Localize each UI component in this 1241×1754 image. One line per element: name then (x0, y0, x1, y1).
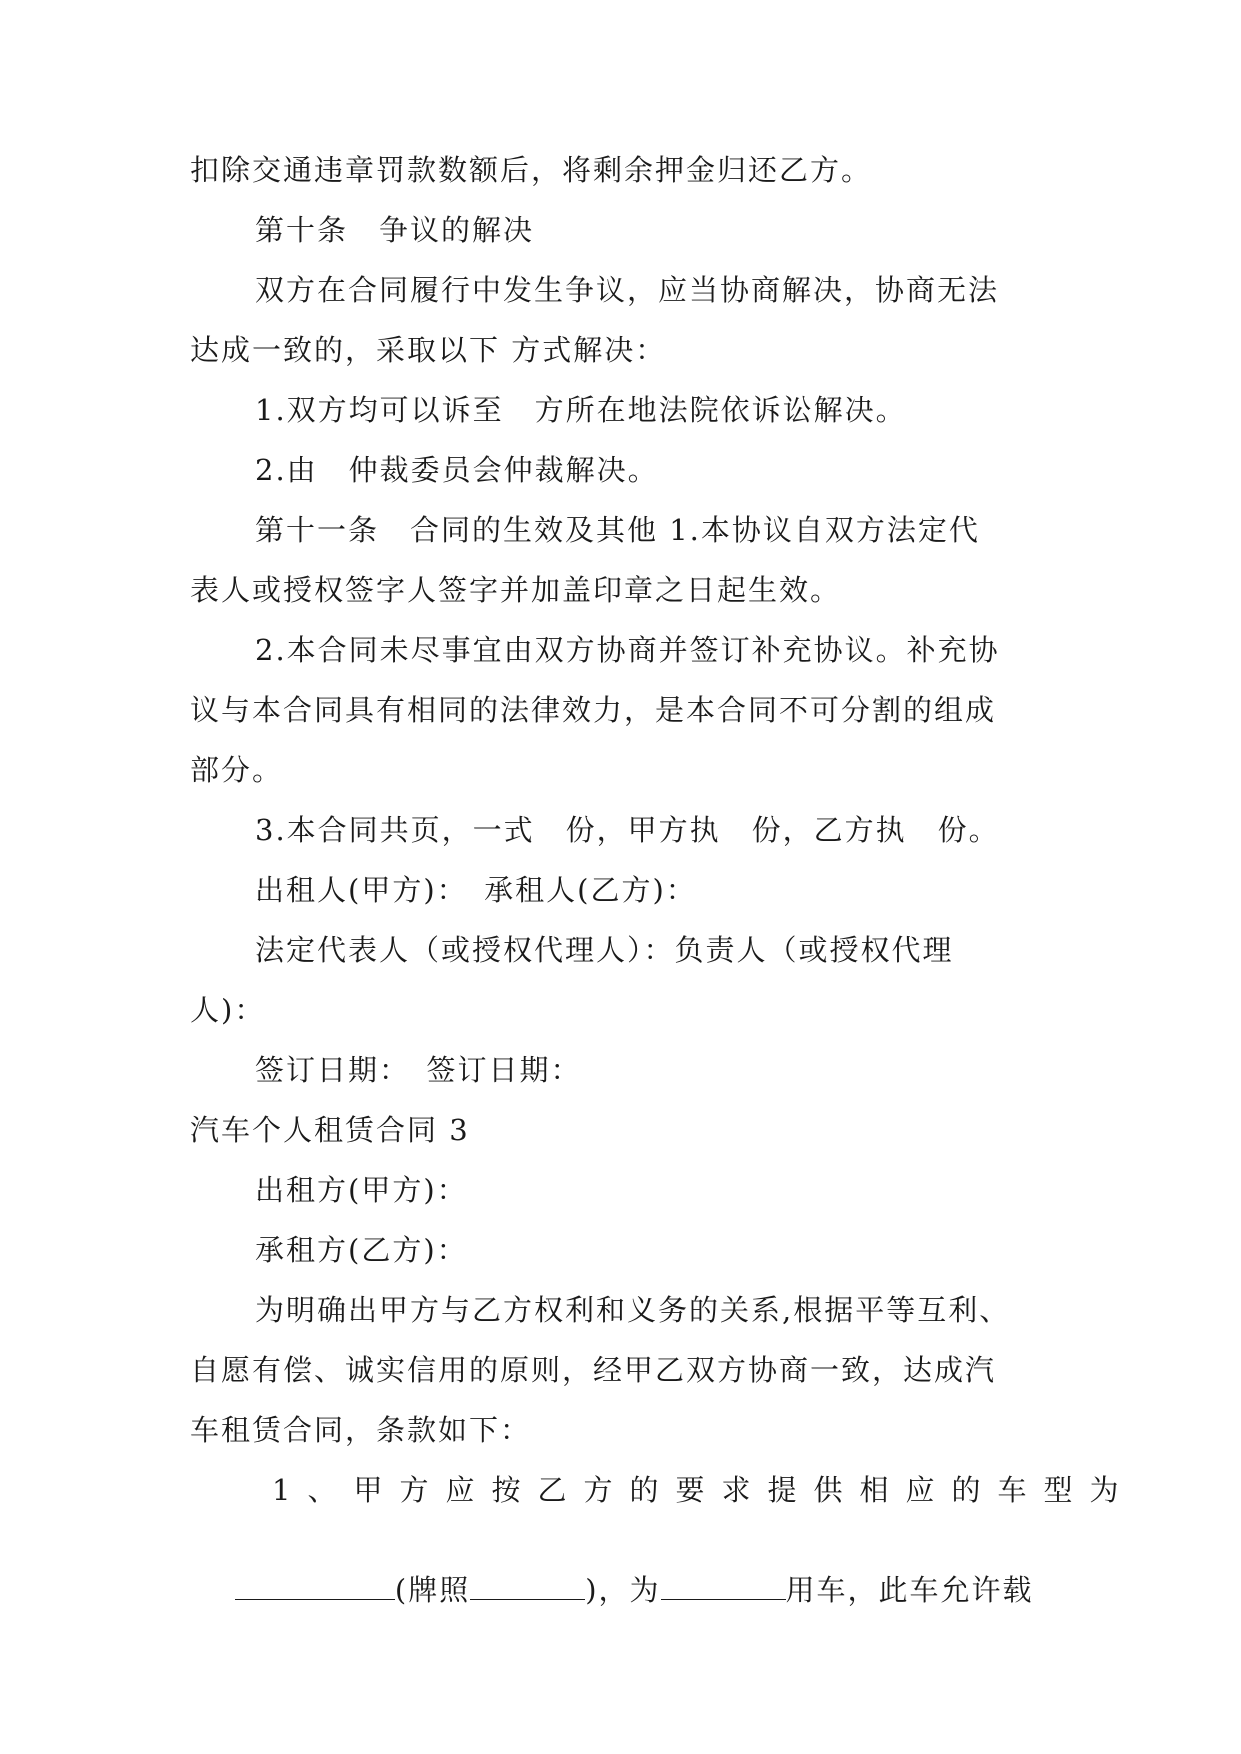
paragraph-line: 车租赁合同，条款如下： (190, 1413, 532, 1447)
article-heading: 第十一条 合同的生效及其他 1.本协议自双方法定代 (255, 513, 980, 547)
contract-title: 汽车个人租赁合同 3 (190, 1113, 470, 1147)
paragraph-line: 双方在合同履行中发生争议，应当协商解决，协商无法 (255, 273, 1000, 307)
party-line: 出租方(甲方)： (255, 1173, 468, 1207)
paragraph-line: 达成一致的，采取以下 方式解决： (190, 333, 667, 367)
fill-text: 用车，此车允许载 (785, 1573, 1034, 1607)
date-line: 签订日期： 签订日期： (255, 1053, 582, 1087)
list-item: 3.本合同共页，一式 份，甲方执 份，乙方执 份。 (255, 813, 1000, 847)
blank-field (470, 1573, 585, 1600)
signature-line: 法定代表人（或授权代理人）：负责人（或授权代理 (255, 933, 954, 967)
blank-field (235, 1573, 395, 1600)
list-item: 2.本合同未尽事宜由双方协商并签订补充协议。补充协 (255, 633, 1000, 667)
article-heading: 第十条 争议的解决 (255, 213, 535, 247)
paragraph-line: 议与本合同具有相同的法律效力，是本合同不可分割的组成 (190, 693, 997, 727)
fill-text: (牌照 (394, 1573, 471, 1607)
list-item: 2.由 仲裁委员会仲裁解决。 (255, 453, 659, 487)
paragraph-line: 部分。 (190, 753, 284, 787)
paragraph-line: 为明确出甲方与乙方权利和义务的关系,根据平等互利、 (255, 1293, 1011, 1327)
clause-line: 1、甲方应按乙方的要求提供相应的车型为 (272, 1473, 1136, 1507)
paragraph-line: 表人或授权签字人签字并加盖印章之日起生效。 (190, 573, 842, 607)
signature-line: 人)： (190, 993, 266, 1027)
blank-field (661, 1573, 786, 1600)
list-item: 1.双方均可以诉至 方所在地法院依诉讼解决。 (255, 393, 907, 427)
clause-fill-line (190, 1530, 1050, 1607)
party-line: 承租方(乙方)： (255, 1233, 468, 1267)
signature-line: 出租人(甲方)： 承租人(乙方)： (255, 873, 697, 907)
paragraph-line: 扣除交通违章罚款数额后，将剩余押金归还乙方。 (190, 153, 873, 187)
fill-text: )，为 (585, 1573, 661, 1607)
paragraph-line: 自愿有偿、诚实信用的原则，经甲乙双方协商一致，达成汽 (190, 1353, 997, 1387)
